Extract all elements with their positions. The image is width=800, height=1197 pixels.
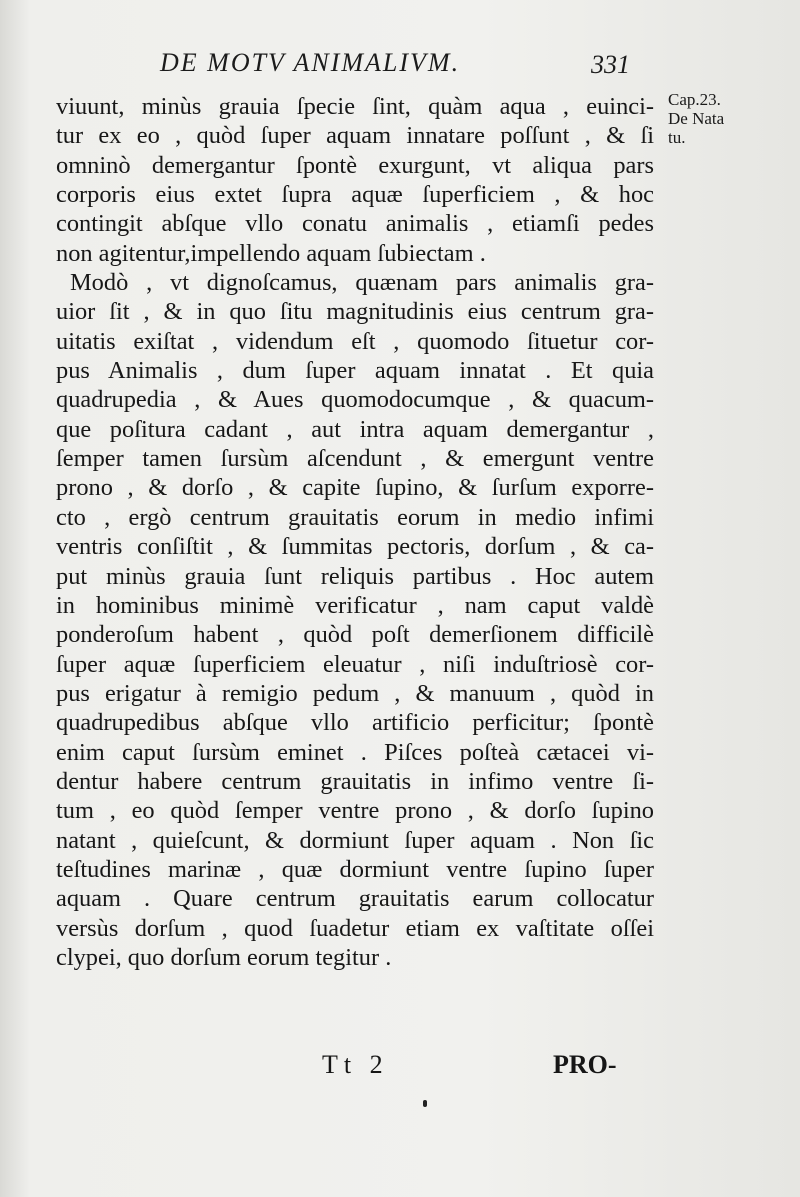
margin-note <box>668 90 788 147</box>
page-number: 331 <box>591 50 630 79</box>
text-line: tum , eo quòd ſemper ventre prono , & dorſo ſupino <box>56 797 654 825</box>
text-line: quadrupedia , & Aues quomodocumque , & quacum- <box>56 386 654 414</box>
text-line: ſemper tamen ſursùm aſcendunt , & emergunt ventre <box>56 445 654 473</box>
margin-note-line: Cap.23. <box>668 90 721 109</box>
text-line: versùs dorſum , quod ſuadetur etiam ex vaſtitate oſſei <box>56 914 654 942</box>
text-line: non agitentur,impellendo aquam ſubiectam . <box>56 239 486 267</box>
text-line: uior ſit , & in quo ſitu magnitudinis eius centrum gra- <box>56 298 654 326</box>
text-line: enim caput ſursùm eminet . Piſces poſteà cætacei vi- <box>56 738 654 766</box>
body-text <box>56 92 654 972</box>
text-line: clypei, quo dorſum eorum tegitur . <box>56 943 392 971</box>
text-line: cto , ergò centrum grauitatis eorum in medio infimi <box>56 503 654 531</box>
text-line: uitatis exiſtat , videndum eſt , quomodo ſituetur cor- <box>56 327 654 355</box>
ink-speck <box>423 1100 427 1107</box>
text-line: dentur habere centrum grauitatis in infimo ventre ſi- <box>56 767 654 795</box>
text-line: aquam . Quare centrum grauitatis earum collocatur <box>56 885 654 913</box>
text-line: viuunt, minùs grauia ſpecie ſint, quàm aqua , euinci- <box>56 93 654 120</box>
text-line: contingit abſque vllo conatu animalis , etiamſi pedes <box>56 210 654 238</box>
text-line: prono , & dorſo , & capite ſupino, & ſurſum exporre- <box>56 474 654 502</box>
signature-mark: Tt 2 <box>322 1050 389 1079</box>
text-line: pus Animalis , dum ſuper aquam innatat . Et quia <box>56 357 654 385</box>
text-line: natant , quieſcunt, & dormiunt ſuper aquam . Non ſic <box>56 826 654 854</box>
text-line: quadrupedibus abſque vllo artificio perficitur; ſpontè <box>56 709 654 737</box>
catchword: PRO- <box>553 1050 617 1079</box>
running-title: DE MOTV ANIMALIVM. <box>160 48 461 77</box>
page-header <box>160 48 630 88</box>
text-line: put minùs grauia ſunt reliquis partibus . Hoc autem <box>56 562 654 590</box>
text-line: Modò , vt dignoſcamus, quænam pars animalis gra- <box>70 269 654 297</box>
text-line: omninò demergantur ſpontè exurgunt, vt aliqua pars <box>56 151 654 179</box>
margin-note-line: De Nata <box>668 109 725 128</box>
text-line: ventris conſiſtit , & ſummitas pectoris, dorſum , & ca- <box>56 533 654 561</box>
page-footer <box>0 1050 800 1090</box>
text-line: que poſitura cadant , aut intra aquam demergantur , <box>56 415 654 443</box>
text-line: ſuper aquæ ſuperficiem eleuatur , niſi induſtriosè cor- <box>56 650 654 678</box>
text-line: teſtudines marinæ , quæ dormiunt ventre ſupino ſuper <box>56 855 654 883</box>
text-line: pus erigatur à remigio pedum , & manuum , quòd in <box>56 679 654 707</box>
text-line: tur ex eo , quòd ſuper aquam innatare poſſunt , & ſi <box>56 122 654 150</box>
margin-note-line: tu. <box>668 128 686 147</box>
text-line: corporis eius extet ſupra aquæ ſuperficiem , & hoc <box>56 181 654 209</box>
text-line: ponderoſum habent , quòd poſt demerſionem difficilè <box>56 621 654 649</box>
text-line: in hominibus minimè verificatur , nam caput valdè <box>56 591 654 619</box>
